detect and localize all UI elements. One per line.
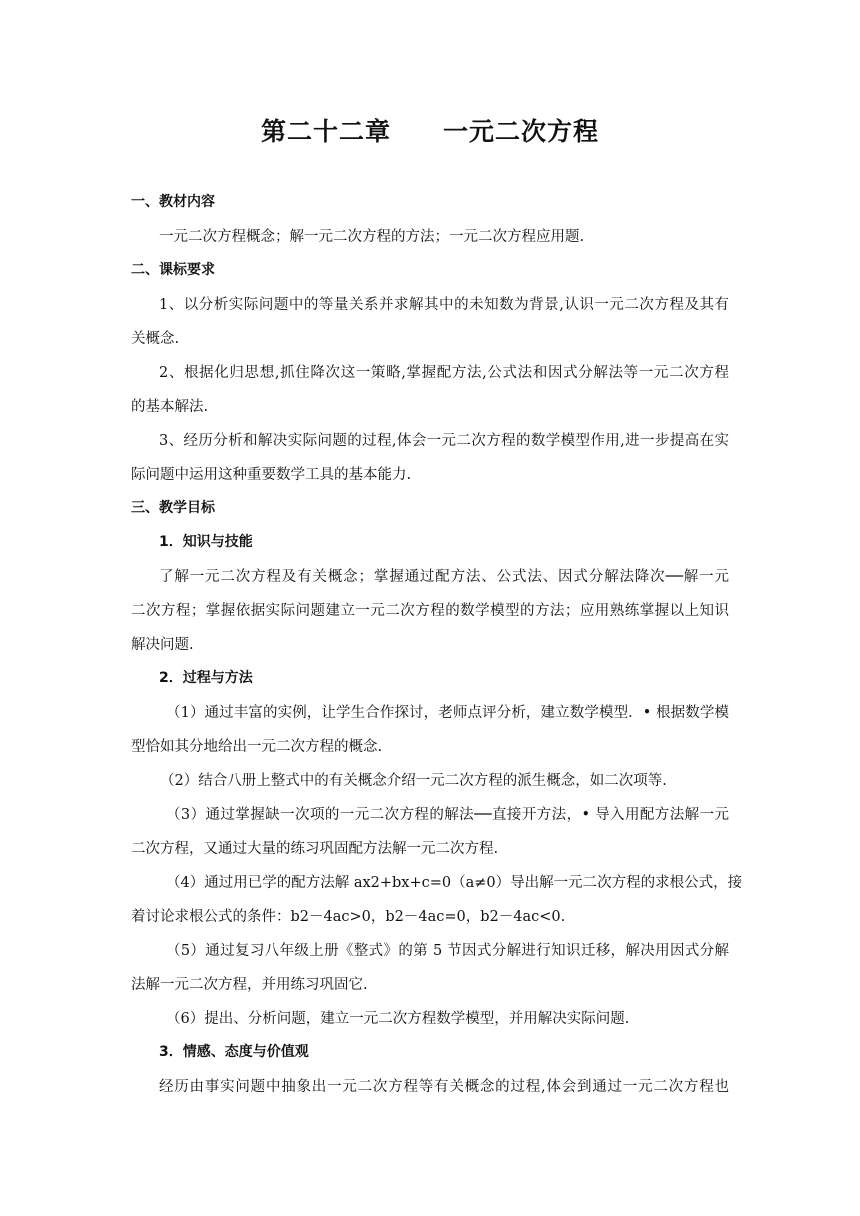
subheading-emotion-attitude-values: 3．情感、态度与价值观: [159, 1044, 309, 1060]
chapter-name: 一元二次方程: [443, 117, 600, 146]
subheading-knowledge-skills: 1．知识与技能: [159, 534, 253, 550]
paragraph-method-4-line-2: 着讨论求根公式的条件：b2－4ac>0，b2－4ac=0，b2－4ac<0.: [131, 909, 566, 925]
paragraph-method-5-line-1: （5）通过复习八年级上册《整式》的第 5 节因式分解进行知识迁移，解决用因式分解: [166, 943, 729, 959]
paragraph-method-1-line-1: （1）通过丰富的实例，让学生合作探讨，老师点评分析，建立数学模型．• 根据数学模: [166, 705, 729, 721]
section-heading-textbook-content: 一、教材内容: [131, 194, 215, 210]
paragraph-values-line-1: 经历由事实问题中抽象出一元二次方程等有关概念的过程,体会到通过一元二次方程也: [159, 1079, 729, 1095]
section-heading-teaching-objectives: 三、教学目标: [131, 500, 215, 516]
paragraph-requirement-2-line-1: 2、根据化归思想,抓住降次这一策略,掌握配方法,公式法和因式分解法等一元二次方程: [159, 365, 729, 381]
section-heading-curriculum-requirements: 二、课标要求: [131, 262, 215, 278]
paragraph-method-2: （2）结合八册上整式中的有关概念介绍一元二次方程的派生概念，如二次项等.: [160, 773, 667, 789]
paragraph-requirement-3-line-1: 3、经历分析和解决实际问题的过程,体会一元二次方程的数学模型作用,进一步提高在实: [159, 433, 729, 449]
paragraph-method-3-line-1: （3）通过掌握缺一次项的一元二次方程的解法──直接开方法，• 导入用配方法解一元: [166, 807, 729, 823]
paragraph-method-3-line-2: 二次方程，又通过大量的练习巩固配方法解一元二次方程.: [131, 841, 499, 857]
paragraph-method-1-line-2: 型恰如其分地给出一元二次方程的概念.: [131, 739, 383, 755]
paragraph-method-5-line-2: 法解一元二次方程，并用练习巩固它.: [131, 977, 368, 993]
subheading-process-methods: 2．过程与方法: [159, 670, 253, 686]
chapter-title: [0, 112, 860, 148]
paragraph-requirement-2-line-2: 的基本解法.: [131, 399, 209, 415]
paragraph-method-4-line-1: （4）通过用已学的配方法解 ax2+bx+c=0（a≠0）导出解一元二次方程的求根公式，接: [166, 875, 743, 891]
paragraph-method-6: （6）提出、分析问题，建立一元二次方程数学模型，并用解决实际问题.: [166, 1011, 630, 1027]
chapter-number: 第二十二章: [260, 117, 391, 146]
paragraph-textbook-content: 一元二次方程概念；解一元二次方程的方法；一元二次方程应用题.: [159, 229, 585, 245]
paragraph-requirement-1-line-1: 1、以分析实际问题中的等量关系并求解其中的未知数为背景,认识一元二次方程及其有: [159, 297, 729, 313]
paragraph-knowledge-line-3: 解决问题.: [131, 637, 194, 653]
paragraph-requirement-3-line-2: 际问题中运用这种重要数学工具的基本能力.: [131, 467, 412, 483]
paragraph-requirement-1-line-2: 关概念.: [131, 331, 180, 347]
paragraph-knowledge-line-2: 二次方程；掌握依据实际问题建立一元二次方程的数学模型的方法；应用熟练掌握以上知识: [131, 603, 729, 619]
paragraph-knowledge-line-1: 了解一元二次方程及有关概念；掌握通过配方法、公式法、因式分解法降次──解一元: [159, 569, 729, 585]
